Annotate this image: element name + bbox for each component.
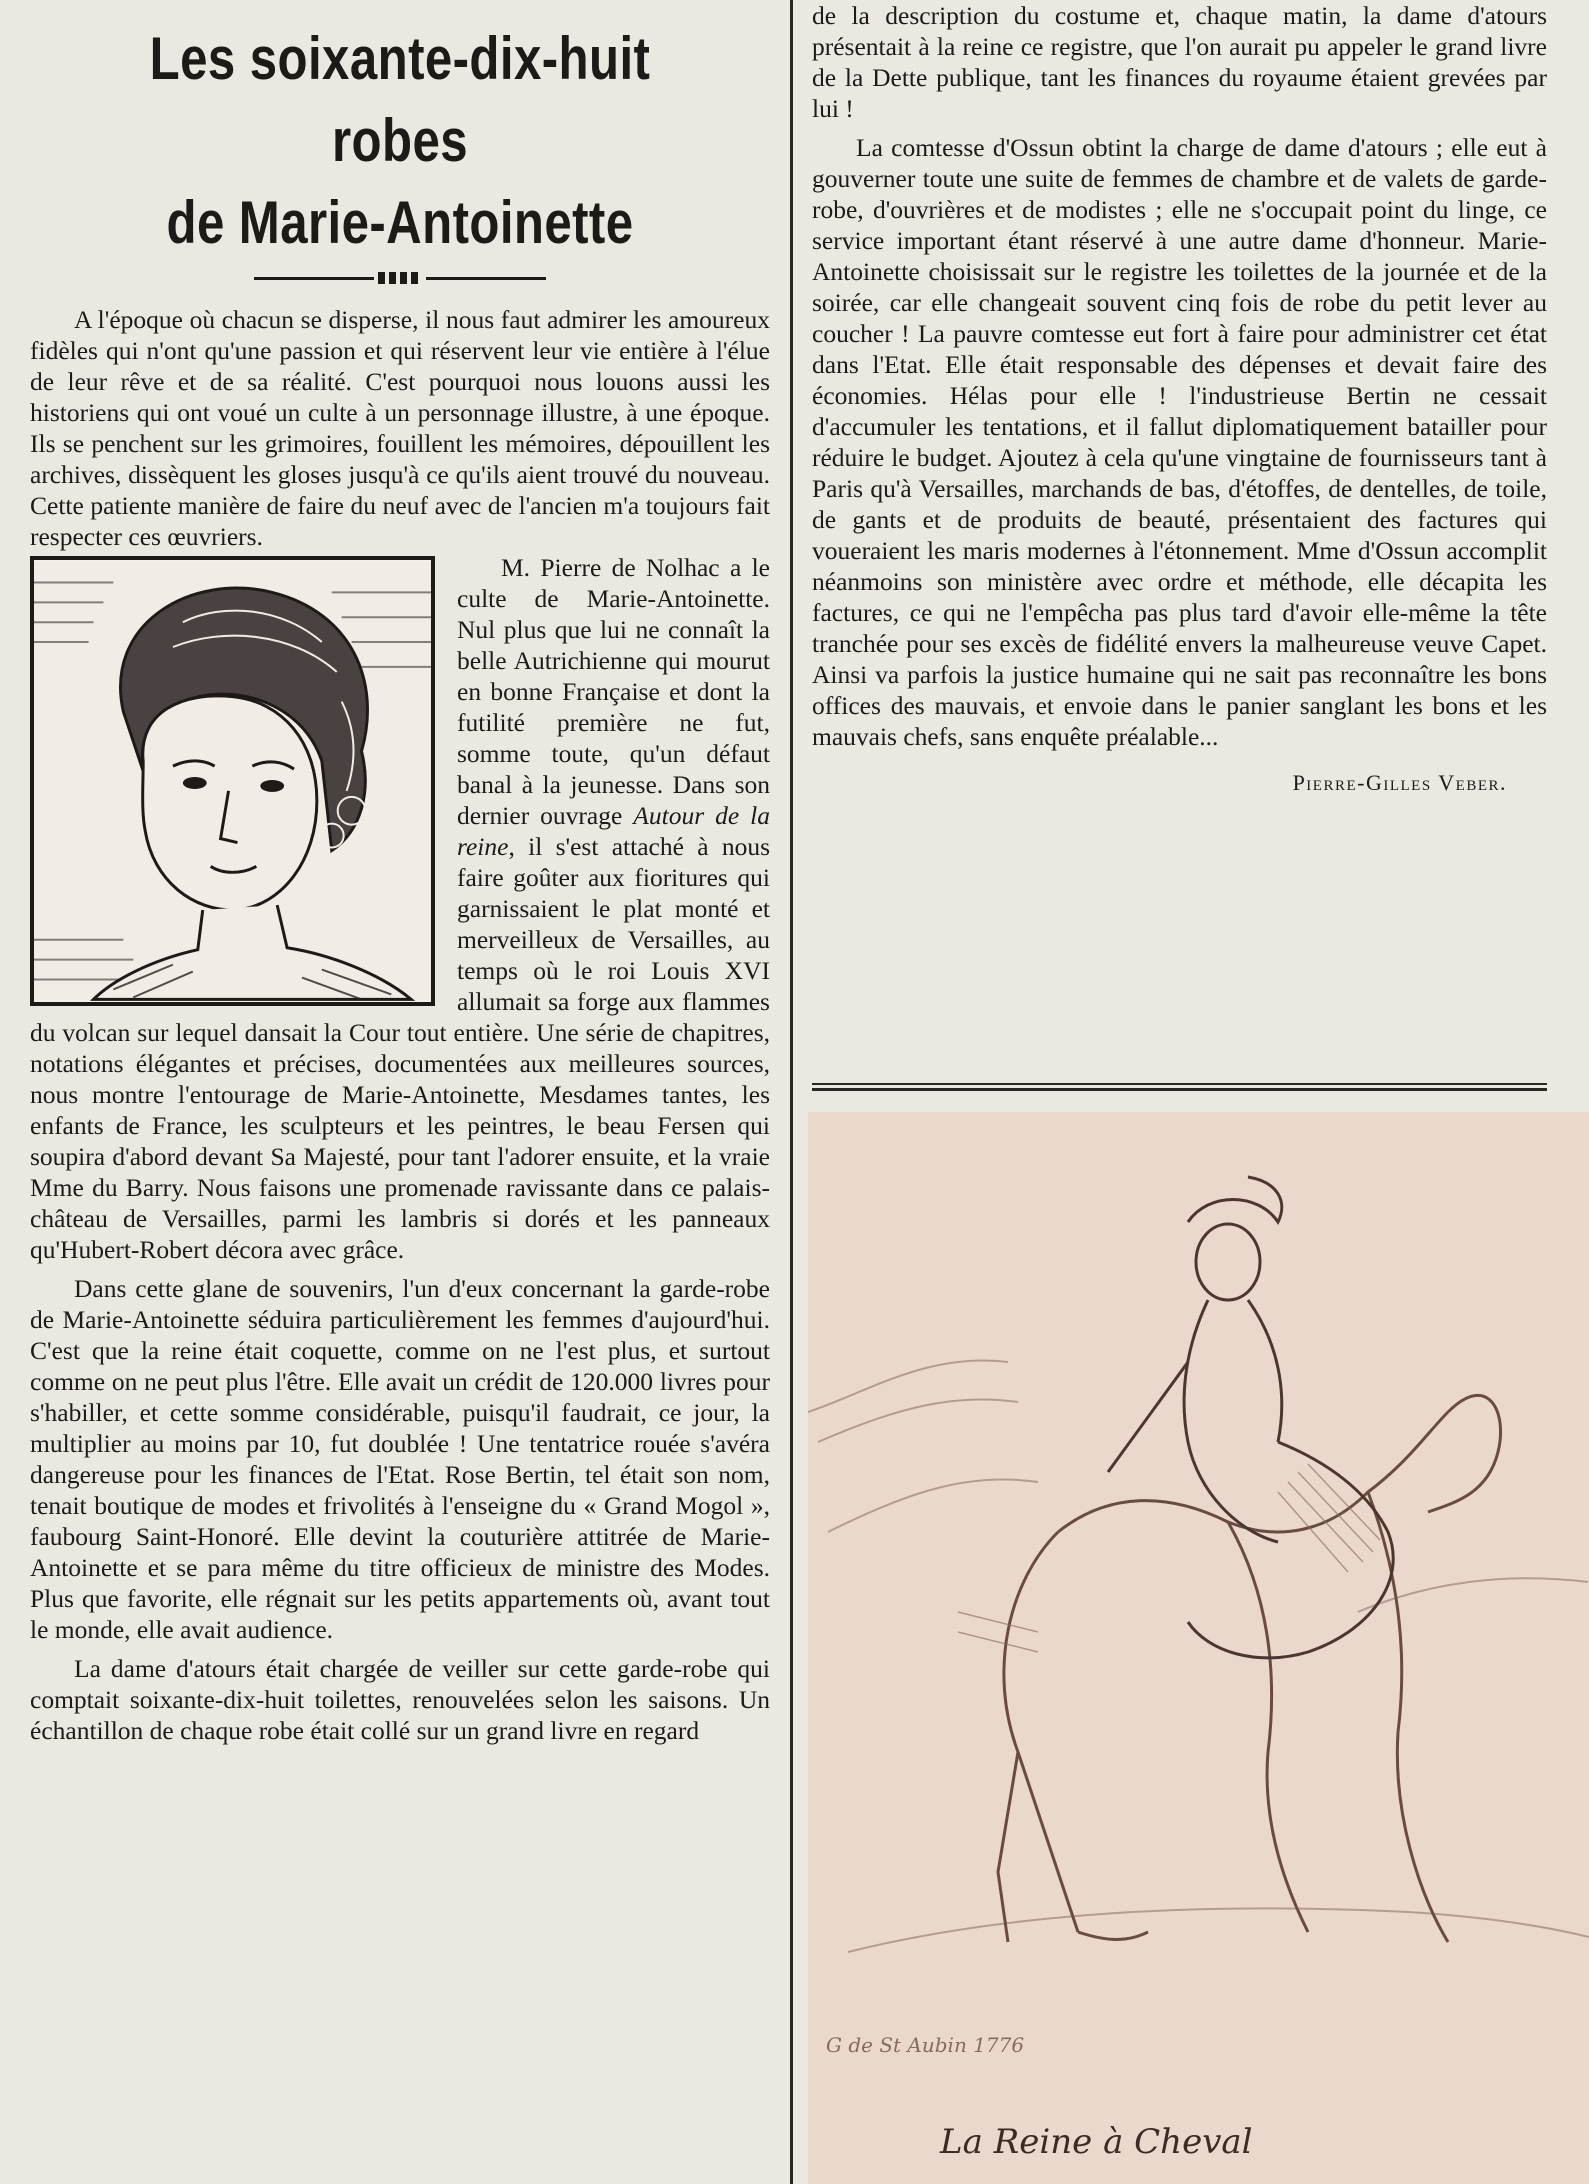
author-signature: Pierre-Gilles Veber.	[1292, 770, 1507, 795]
paragraph-4-text: La dame d'atours était chargée de veiller sur cette garde-robe qui comptait soixante-dix-huit toilettes, renouvelées selon les saisons. Un échantillon de chaque robe était collé sur un grand livre en regard	[30, 1654, 770, 1745]
book-title: Autour de la reine	[457, 801, 770, 861]
paragraph-3	[30, 1273, 770, 1645]
paragraph-3-text: Dans cette glane de souvenirs, l'un d'eux concernant la garde-robe de Marie-Antoinette séduira particulièrement les femmes d'aujourd'hui. C'est que la reine était coquette, comme on ne l'est plus, et surtout comme on ne peut plus l'être. Elle avait un crédit de 120.000 livres pour s'habiller, et cette somme considérable, puisqu'il faudrait, ce jour, la multiplier au moins par 10, fut doublée ! Une tentatrice rouée s'avéra dangereuse pour les finances de l'Etat. Rose Bertin, tel était son nom, tenait boutique de modes et frivolités à l'enseigne du « Grand Mogol », faubourg Saint-Honoré. Elle devint la couturière attitrée de Marie-Antoinette et se para même du titre officieux de ministre des Modes. Plus que favorite, elle régnait sur les petits appartements où, avant tout le monde, elle avait audience.	[30, 1274, 770, 1644]
section-separator	[812, 1083, 1547, 1091]
title-ornament-rule	[30, 272, 770, 284]
portrait-woodcut	[30, 556, 435, 1006]
paragraph-2-text-b: , il s'est attaché à nous faire goûter aux fioritures qui garnissaient le plat monté et merveilleux de Versailles, au temps où le roi Louis XVI allumait sa forge aux flammes du volcan sur lequel dansait la Cour tout entière. Une série de chapitres, notations élégantes et précises, documentées aux meilleures sources, nous montre l'entourage de Marie-Antoinette, Mesdames tantes, les enfants de France, les sculpteurs et les peintres, le beau Fersen qui soupira d'abord devant Sa Majesté, pour tant l'adorer ensuite, et la vraie Mme du Barry. Nous faisons une promenade ravissante dans ce palais-château de Versailles, parmi les lambris si dorés et les panneaux qu'Hubert-Robert décora avec grâce.	[30, 832, 770, 1264]
paragraph-6: La comtesse d'Ossun obtint la charge de dame d'atours ; elle eut à gouverner toute une suite de femmes de chambre et de valets de garde-robe, d'ouvrières et de modistes ; elle ne s'occupait point du linge, ce service important étant réservé à une autre dame d'honneur. Marie-Antoinette choisissait sur le registre les toilettes de la journée et de la soirée, car elle changeait souvent cinq fois de robe du petit lever au coucher ! La pauvre comtesse eut fort à faire pour administrer cet état dans l'Etat. Elle était responsable des dépenses et devait faire des économies. Hélas pour elle ! l'industrieuse Bertin ne cessait d'accumuler les tentations, et il fallut diplomatiquement batailler pour réduire le budget. Ajoutez à cela qu'une vingtaine de fournisseurs tant à Paris qu'à Versailles, marchands de bas, d'étoffes, de dentelles, de toile, de gants et de produits de beauté, présentaient des factures qui voueraient les maris modernes à l'étonnement. Mme d'Ossun accomplit néanmoins son ministère avec ordre et méthode, elle décapita les factures, ce qui ne l'empêcha pas plus tard d'avoir elle-même la tête tranchée pour ses excès de fidélité envers la malheureuse veuve Capet. Ainsi va parfois la justice humaine qui ne sait pas reconnaître les bons offices des mauvais, et envoie dans le panier sanglant les bons et les mauvais chefs, sans enquête préalable...	[812, 133, 1547, 751]
right-column	[812, 0, 1547, 1080]
title-line-1: Les soixante-dix-huit robes	[149, 25, 651, 174]
paragraph-2-text-a: M. Pierre de Nolhac a le culte de Marie-Antoinette. Nul plus que lui ne connaît la belle Autrichienne qui mourut en bonne Française et dont la futilité première ne fut, somme toute, qu'un défaut banal à la jeunesse. Dans son dernier ouvrage	[457, 553, 770, 830]
illustration-caption: La Reine à Cheval	[940, 2122, 1253, 2162]
article-title	[97, 18, 704, 264]
title-line-2: de Marie-Antoinette	[166, 189, 634, 256]
sketch-illustration	[808, 1112, 1589, 2184]
column-divider	[790, 0, 793, 2184]
paragraph-1-text-a: A l'époque où chacun se disperse, il nous faut admirer les amoureux fidèles qui n'ont qu'une passion et qui réservent leur vie entière à l'élue de leur rêve et de sa réalité. C'est pourquoi nous louons aussi les historiens qui ont voué un culte à un personnage illustre, à une époque. Ils se penchent sur les grimoires, fouillent les mémoires, dépouillent les archives, dissèquent les gloses jusqu'à ce qu'ils aient trouvé du nouveau. Cette patiente manière de faire du neuf avec de l'ancien m'a toujours fait respecter ces œuvriers.	[30, 305, 770, 551]
portrait-image	[34, 560, 431, 1002]
paragraph-5: de la description du costume et, chaque matin, la dame d'atours présentait à la reine ce registre, que l'on aurait pu appeler le grand livre de la Dette publique, tant les finances du royaume étaient grevées par lui !	[812, 1, 1547, 123]
paragraph-4	[30, 1653, 770, 1746]
paragraph-1	[30, 304, 770, 552]
queen-on-horseback-sketch	[808, 1112, 1589, 2184]
left-column	[30, 18, 770, 2168]
sketch-signature: G de St Aubin 1776	[826, 2033, 1025, 2057]
